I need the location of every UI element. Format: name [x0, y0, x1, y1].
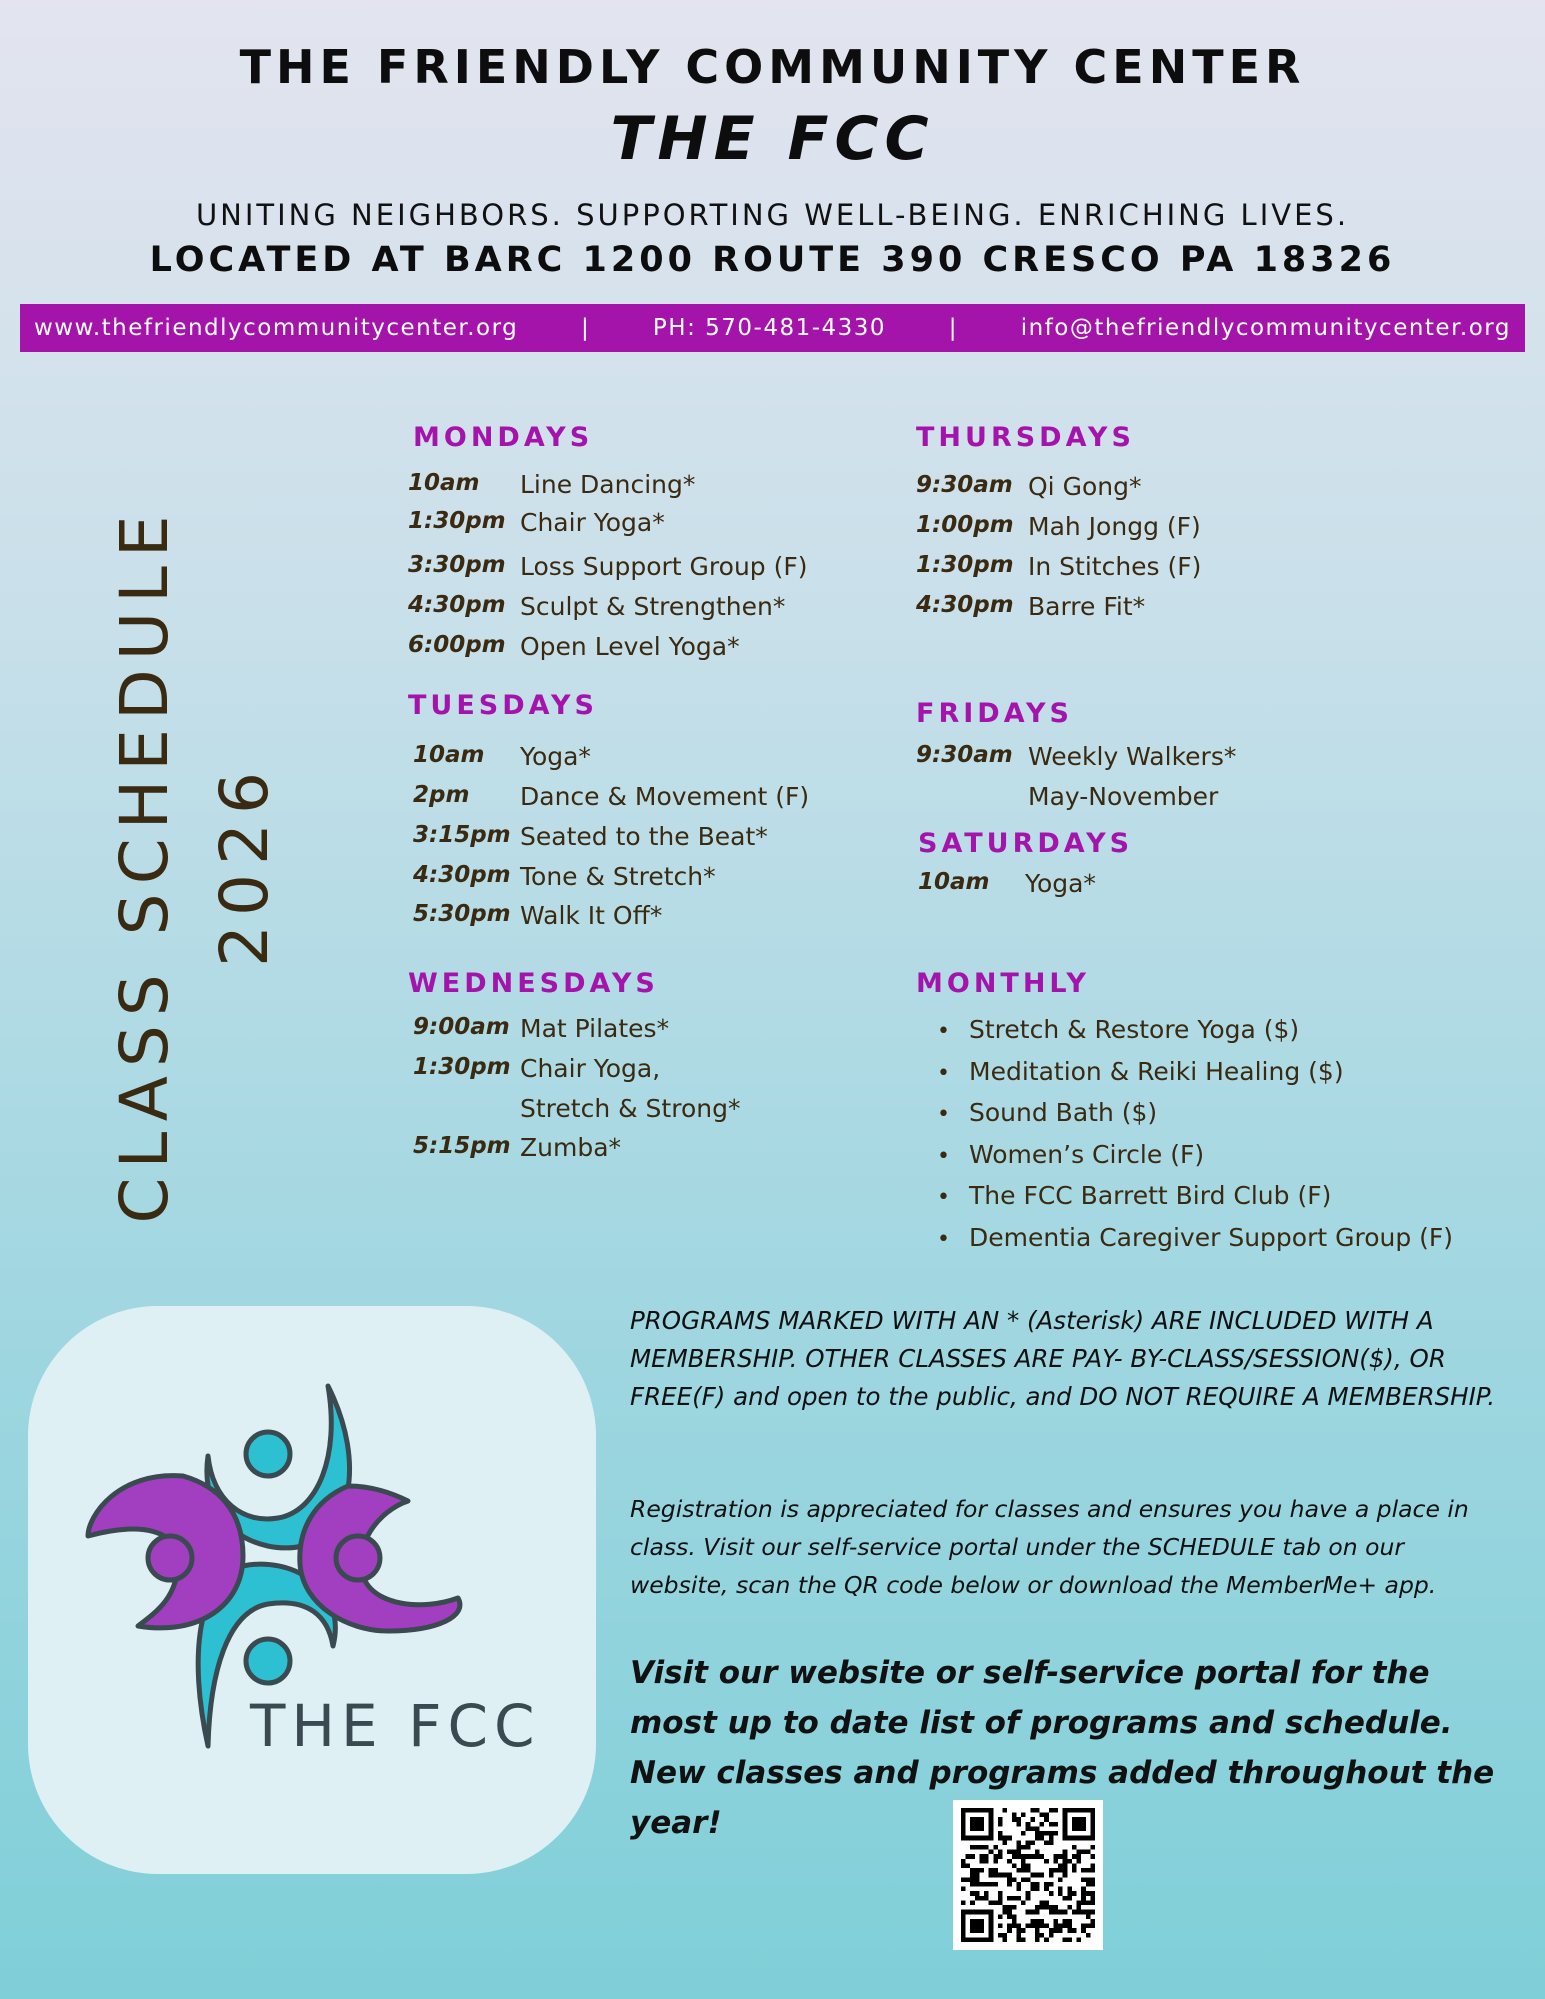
list-item: • Dementia Caregiver Support Group (F) — [935, 1218, 1453, 1260]
day-heading-mondays: MONDAYS — [413, 422, 594, 453]
list-item: • The FCC Barrett Bird Club (F) — [935, 1176, 1453, 1218]
class-name: Sculpt & Strengthen* — [520, 592, 786, 621]
class-name: Barre Fit* — [1028, 592, 1146, 621]
schedule-row — [413, 1094, 740, 1123]
list-item: • Meditation & Reiki Healing ($) — [935, 1052, 1453, 1094]
schedule-row — [918, 869, 1096, 898]
class-name: Walk It Off* — [520, 901, 663, 930]
membership-note: PROGRAMS MARKED WITH AN * (Asterisk) ARE INCLUDED WITH A MEMBERSHIP. OTHER CLASSES ARE PAY- BY-CLASS/SESSION($), OR FREE(F) and open to the public, and DO NOT REQUIRE A MEMBERSHIP. — [630, 1306, 1495, 1411]
class-time: 9:30am — [916, 742, 1013, 768]
class-name: Seated to the Beat* — [520, 822, 768, 851]
schedule-row — [916, 512, 1201, 541]
schedule-row — [413, 782, 809, 811]
class-name: Open Level Yoga* — [520, 632, 740, 661]
class-time: 10am — [408, 470, 480, 496]
registration-note: Registration is appreciated for classes and ensures you have a place in class. Visit our self-service portal under the SCHEDULE tab on our website, scan the QR code below or download the MemberMe+ app. — [630, 1495, 1469, 1599]
class-name: Line Dancing* — [520, 470, 696, 499]
class-time: 2pm — [413, 782, 470, 808]
class-name: May-November — [1028, 782, 1219, 811]
logo-text: THE FCC — [250, 1692, 541, 1760]
class-time: 3:15pm — [413, 822, 511, 848]
separator: | — [948, 315, 958, 341]
class-time: 9:00am — [413, 1014, 510, 1040]
schedule-row — [413, 742, 591, 771]
class-time: 9:30am — [916, 472, 1013, 498]
class-name: Loss Support Group (F) — [520, 552, 808, 581]
schedule-row — [413, 1133, 621, 1162]
schedule-row — [413, 1054, 660, 1083]
class-time: 4:30pm — [916, 592, 1014, 618]
day-heading-monthly: MONTHLY — [916, 968, 1090, 999]
monthly-list — [935, 1010, 1453, 1259]
class-name: Stretch & Strong* — [520, 1094, 741, 1123]
phone-number[interactable]: PH: 570-481-4330 — [652, 315, 887, 341]
org-short-name: THE FCC — [610, 104, 935, 174]
day-heading-saturdays: SATURDAYS — [918, 828, 1134, 859]
list-item: • Stretch & Restore Yoga ($) — [935, 1010, 1453, 1052]
class-time: 4:30pm — [413, 862, 511, 888]
schedule-row — [916, 592, 1145, 621]
day-heading-thursdays: THURSDAYS — [916, 422, 1135, 453]
class-name: Mah Jongg (F) — [1028, 512, 1201, 541]
class-name: Dance & Movement (F) — [520, 782, 810, 811]
schedule-row — [916, 552, 1201, 581]
schedule-title-line1: CLASS SCHEDULE — [106, 506, 183, 1224]
class-time: 1:30pm — [916, 552, 1014, 578]
class-name: Qi Gong* — [1028, 472, 1142, 501]
class-time: 10am — [413, 742, 485, 768]
class-name: Tone & Stretch* — [520, 862, 716, 891]
class-name: Yoga* — [520, 742, 591, 771]
separator: | — [580, 315, 591, 341]
schedule-row — [408, 632, 740, 661]
class-time: 1:30pm — [408, 508, 506, 534]
schedule-row — [408, 508, 665, 537]
class-name: Zumba* — [520, 1133, 622, 1162]
class-time: 5:15pm — [413, 1133, 511, 1159]
class-time: 3:30pm — [408, 552, 506, 578]
day-heading-fridays: FRIDAYS — [916, 698, 1074, 729]
class-time: 5:30pm — [413, 901, 511, 927]
class-time: 1:30pm — [413, 1054, 511, 1080]
contact-bar — [20, 304, 1525, 352]
tagline: UNITING NEIGHBORS. SUPPORTING WELL-BEING. ENRICHING LIVES. — [195, 198, 1350, 232]
org-name: THE FRIENDLY COMMUNITY CENTER — [239, 40, 1306, 94]
class-time: 6:00pm — [408, 632, 506, 658]
schedule-row — [916, 782, 1218, 811]
class-time — [916, 782, 1028, 811]
schedule-row — [413, 822, 768, 851]
website-note: Visit our website or self-service portal for the most up to date list of programs and schedule. — [630, 1655, 1453, 1741]
class-name: In Stitches (F) — [1028, 552, 1202, 581]
schedule-row — [408, 552, 808, 581]
new-classes-note: New classes and programs added throughout the year! — [630, 1755, 1495, 1841]
class-time: 10am — [918, 869, 990, 895]
schedule-row — [408, 470, 695, 499]
class-time: 1:00pm — [916, 512, 1014, 538]
qr-code-icon — [961, 1808, 1095, 1942]
schedule-row — [916, 472, 1141, 501]
list-item: • Women’s Circle (F) — [935, 1135, 1453, 1177]
class-name: Chair Yoga* — [520, 508, 665, 537]
class-time — [413, 1094, 520, 1123]
schedule-title — [95, 485, 295, 1245]
website-link[interactable]: www.thefriendlycommunitycenter.org — [34, 315, 519, 341]
fcc-logo — [28, 1306, 596, 1874]
schedule-row — [916, 742, 1236, 771]
class-name: Mat Pilates* — [520, 1014, 670, 1043]
list-item: • Sound Bath ($) — [935, 1093, 1453, 1135]
schedule-row — [413, 1014, 669, 1043]
address: LOCATED AT BARC 1200 ROUTE 390 CRESCO PA 18326 — [149, 240, 1396, 280]
day-heading-wednesdays: WEDNESDAYS — [408, 968, 659, 999]
email-link[interactable]: info@thefriendlycommunitycenter.org — [1020, 315, 1511, 341]
qr-code[interactable] — [953, 1800, 1103, 1950]
schedule-title-year: 2026 — [206, 763, 283, 967]
class-name: Yoga* — [1025, 869, 1096, 898]
schedule-row — [408, 592, 785, 621]
class-name: Weekly Walkers* — [1028, 742, 1237, 771]
schedule-row — [413, 901, 662, 930]
class-time: 4:30pm — [408, 592, 506, 618]
logo-card — [28, 1306, 596, 1874]
day-heading-tuesdays: TUESDAYS — [408, 690, 598, 721]
schedule-row — [413, 862, 716, 891]
class-name: Chair Yoga, — [520, 1054, 661, 1083]
